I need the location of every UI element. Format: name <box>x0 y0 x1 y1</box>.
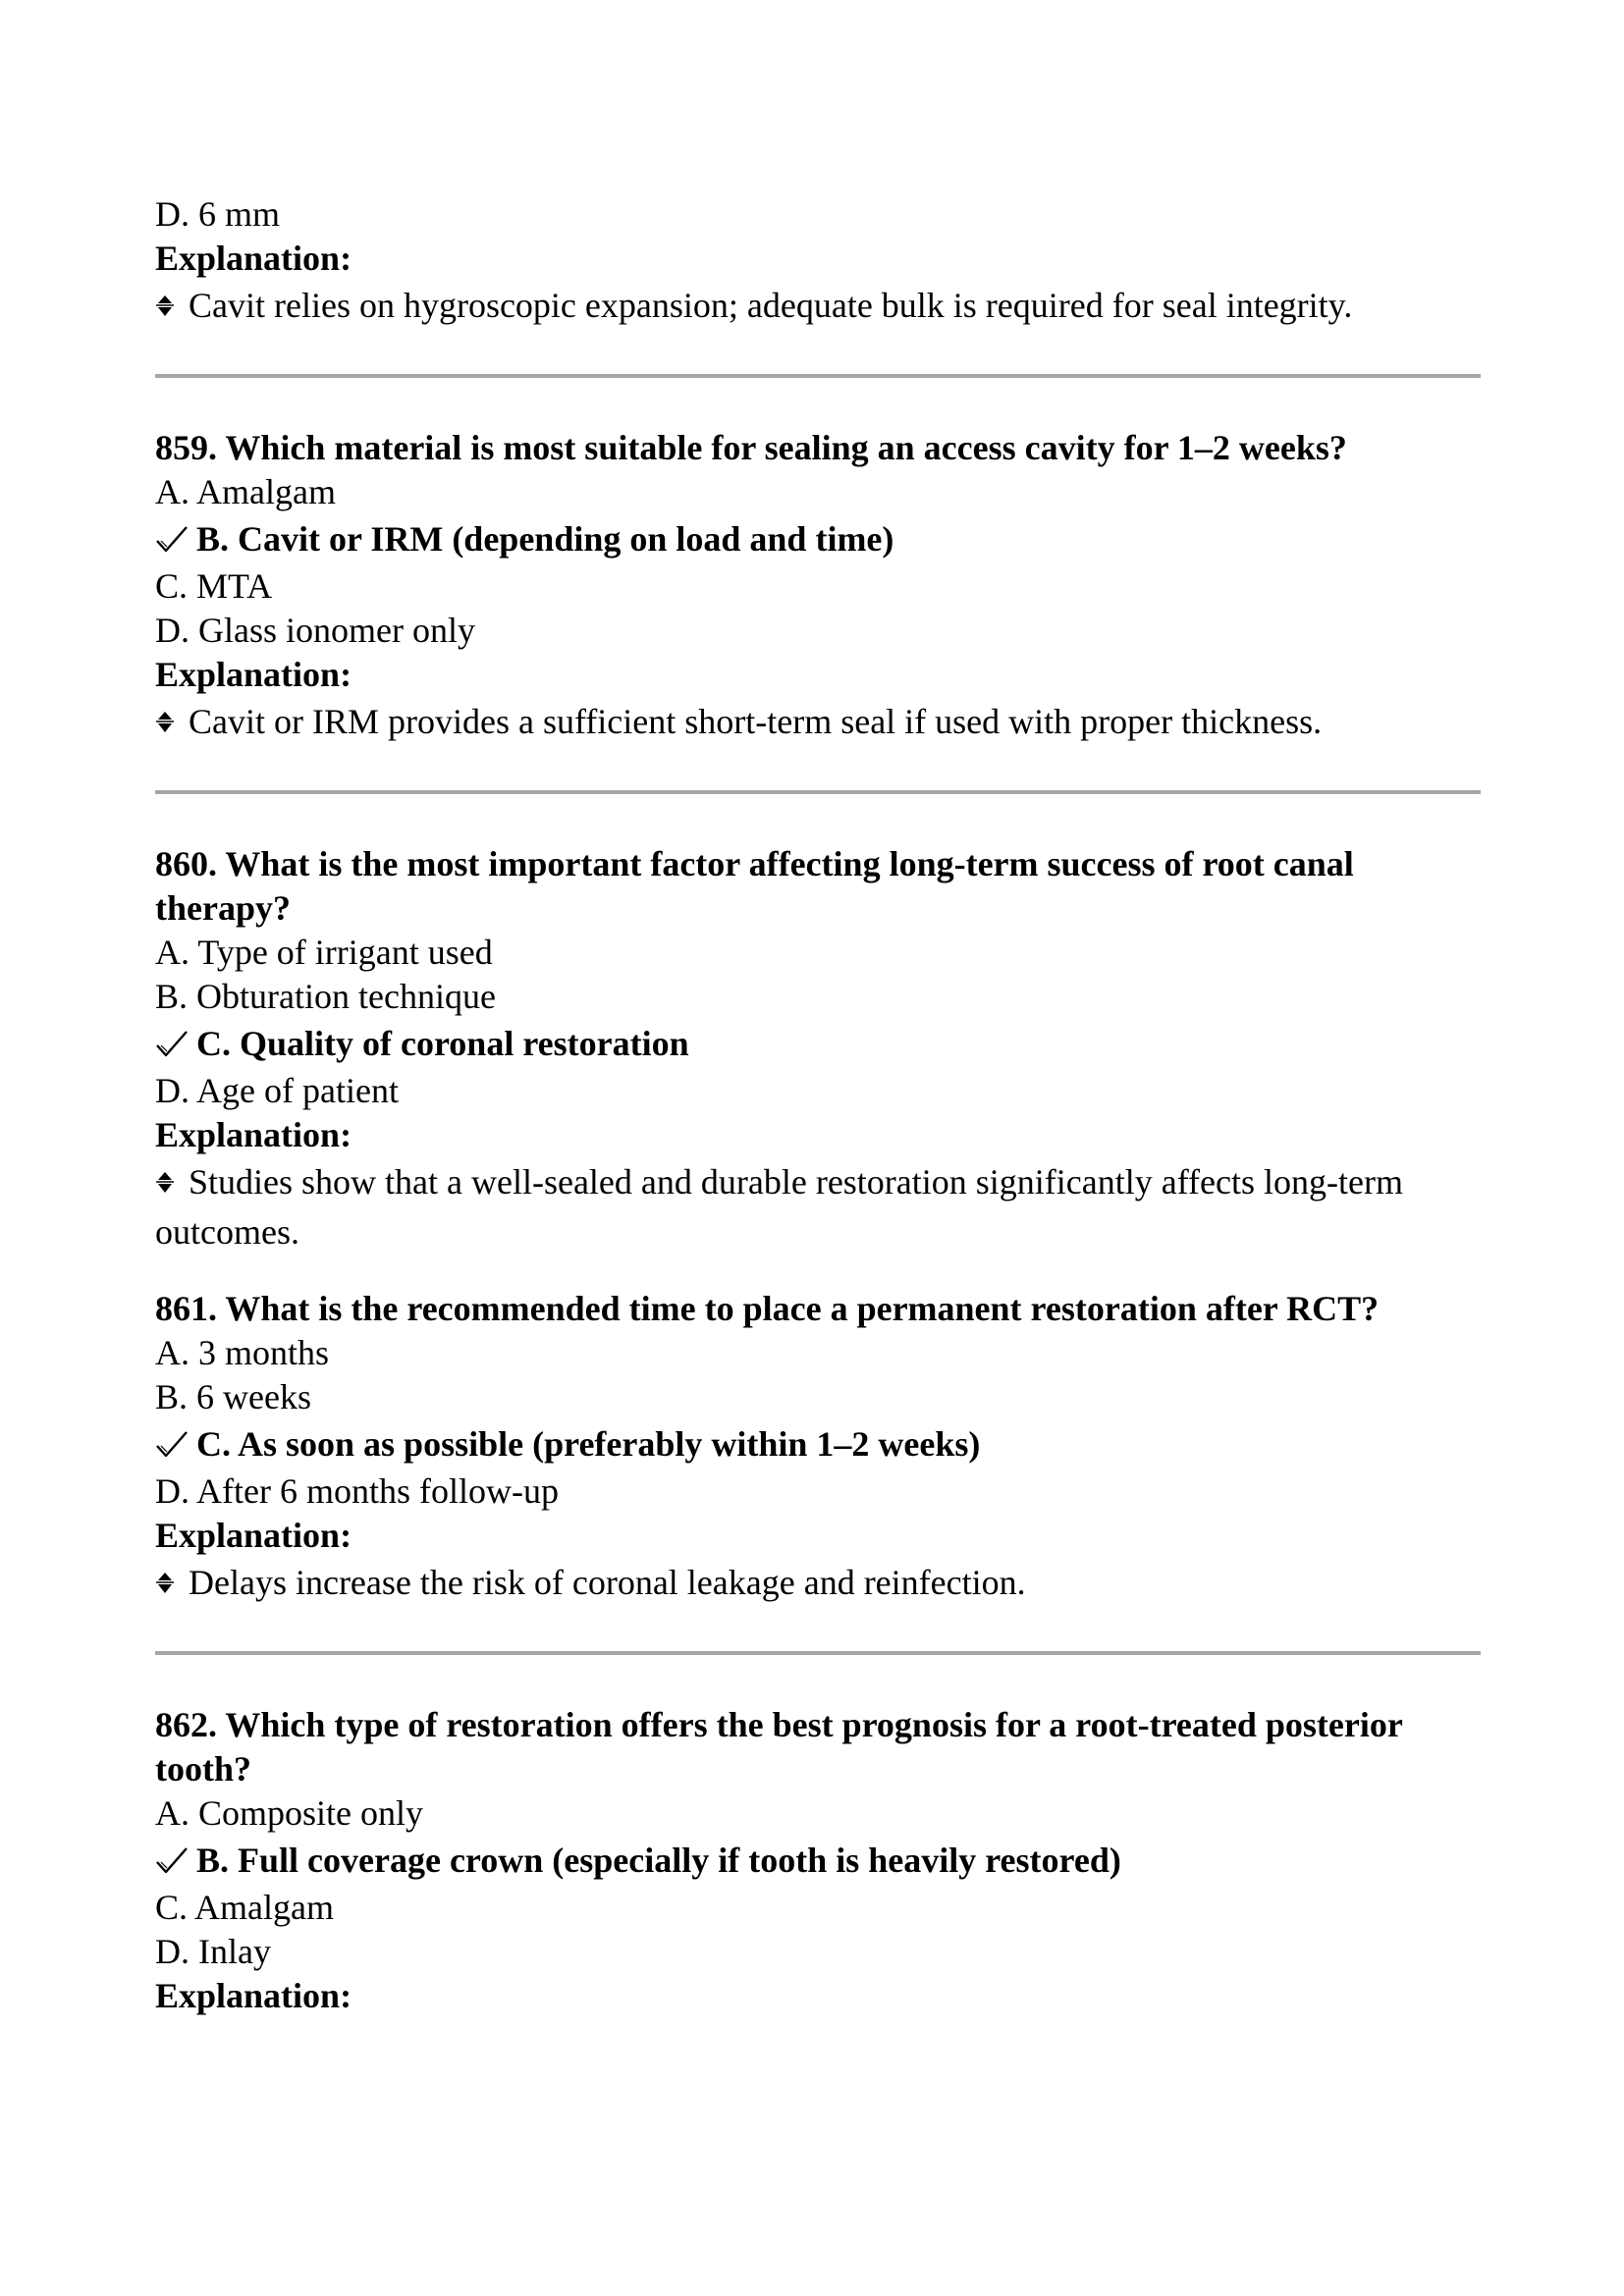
option-c: C. MTA <box>155 566 273 606</box>
check-mark-icon <box>155 1845 189 1875</box>
option-b: B. Obturation technique <box>155 977 496 1016</box>
option-c: C. Amalgam <box>155 1888 334 1927</box>
explanation-label: Explanation: <box>155 1115 352 1154</box>
explanation-text <box>155 1558 1476 1608</box>
correct-answer <box>155 514 1481 564</box>
option-a: A. Amalgam <box>155 472 336 511</box>
correct-answer-text: C. As soon as possible (preferably within 1–2 weeks) <box>196 1424 981 1464</box>
correct-answer <box>155 1019 1481 1069</box>
explanation-body: Cavit or IRM provides a sufficient short-term seal if used with proper thickness. <box>189 702 1323 741</box>
explanation-body: Studies show that a well-sealed and durable restoration significantly affects long-term outcomes. <box>155 1162 1403 1252</box>
diamond-bullet-icon <box>155 710 175 735</box>
correct-answer <box>155 1836 1481 1886</box>
explanation-text <box>155 281 1476 331</box>
option-d: D. After 6 months follow-up <box>155 1471 559 1511</box>
explanation-label: Explanation: <box>155 1976 352 2015</box>
option-a: A. Composite only <box>155 1793 424 1833</box>
option-a: A. Type of irrigant used <box>155 933 493 972</box>
check-mark-icon <box>155 1429 189 1459</box>
check-mark-icon <box>155 1029 189 1058</box>
question-heading: 860. What is the most important factor affecting long-term success of root canal therapy? <box>155 844 1354 928</box>
explanation-body: Cavit relies on hygroscopic expansion; adequate bulk is required for seal integrity. <box>189 286 1353 325</box>
check-mark-icon <box>155 524 189 554</box>
diamond-bullet-icon <box>155 1170 175 1196</box>
diamond-bullet-icon <box>155 294 175 319</box>
correct-answer-text: B. Cavit or IRM (depending on load and time) <box>196 519 894 559</box>
question-heading: 859. Which material is most suitable for sealing an access cavity for 1–2 weeks? <box>155 428 1347 467</box>
question-heading: 862. Which type of restoration offers the best prognosis for a root-treated posterior tooth? <box>155 1705 1403 1789</box>
correct-answer <box>155 1419 1481 1469</box>
diamond-bullet-icon <box>155 1571 175 1596</box>
option-d: D. Inlay <box>155 1932 271 1971</box>
option-b: B. 6 weeks <box>155 1377 311 1416</box>
explanation-label: Explanation: <box>155 1516 352 1555</box>
question-heading: 861. What is the recommended time to place a permanent restoration after RCT? <box>155 1289 1380 1328</box>
option-d: D. 6 mm <box>155 194 281 234</box>
option-a: A. 3 months <box>155 1333 330 1372</box>
option-d: D. Glass ionomer only <box>155 611 475 650</box>
correct-answer-text: B. Full coverage crown (especially if tooth is heavily restored) <box>196 1841 1121 1880</box>
explanation-text <box>155 697 1476 747</box>
explanation-label: Explanation: <box>155 239 352 278</box>
explanation-body: Delays increase the risk of coronal leakage and reinfection. <box>189 1563 1026 1602</box>
document-page <box>155 192 1481 2018</box>
correct-answer-text: C. Quality of coronal restoration <box>196 1024 689 1063</box>
explanation-text <box>155 1157 1476 1257</box>
option-d: D. Age of patient <box>155 1071 399 1110</box>
explanation-label: Explanation: <box>155 655 352 694</box>
